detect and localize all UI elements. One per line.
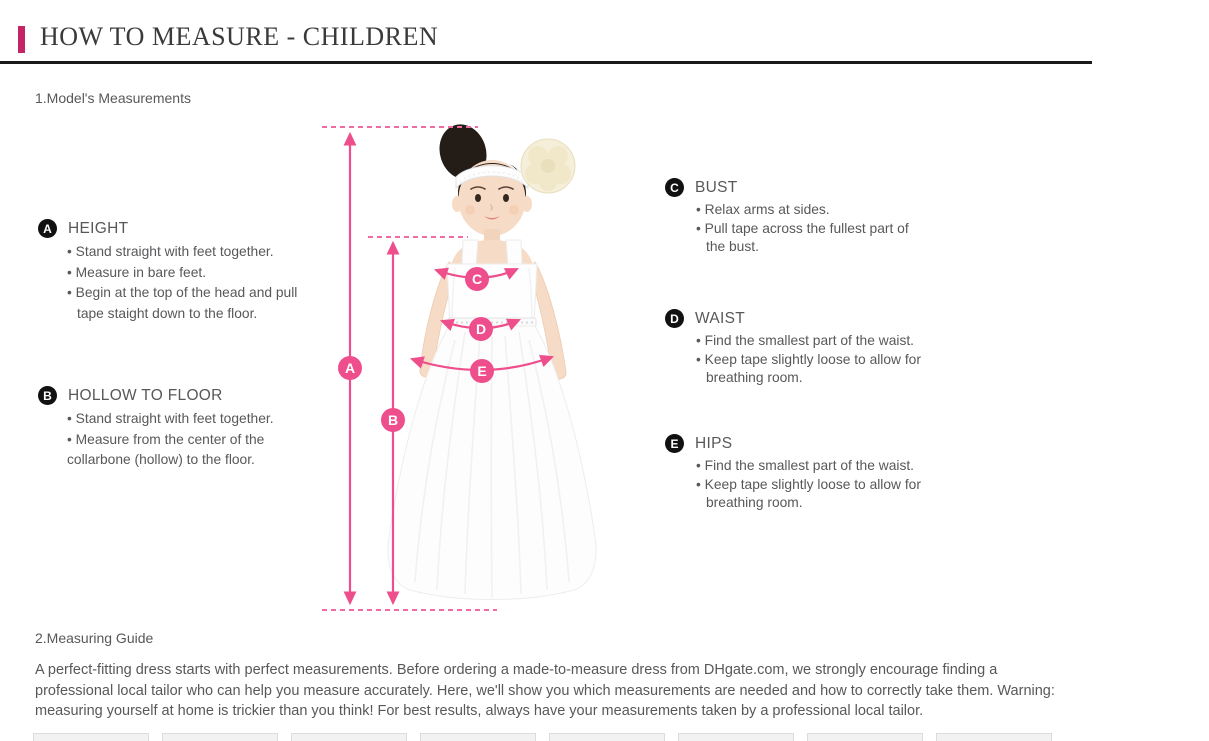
instruction-line: breathing room. bbox=[706, 495, 803, 511]
svg-text:D: D bbox=[475, 321, 487, 337]
size-table-header-cell bbox=[420, 733, 536, 741]
size-table-header-cell bbox=[162, 733, 278, 741]
instruction-line: • Begin at the top of the head and pull bbox=[67, 285, 298, 300]
title-divider bbox=[0, 61, 1092, 64]
page-title: HOW TO MEASURE - CHILDREN bbox=[40, 22, 439, 51]
instruction-line: the bust. bbox=[706, 239, 759, 255]
section-measuring-guide-label: 2.Measuring Guide bbox=[35, 630, 154, 646]
instruction-line: • Measure in bare feet. bbox=[67, 264, 207, 280]
label-c-badge: C bbox=[665, 178, 684, 197]
svg-text:B: B bbox=[387, 412, 399, 428]
label-b-badge: B bbox=[38, 386, 57, 405]
measurement-title: HEIGHT bbox=[68, 219, 129, 237]
measuring-guide-paragraph: A perfect-fitting dress starts with perfect measurements. Before ordering a made-to-measure dress from DHgate.com, we strongly encourage finding a professional local tailor who can help you measure accurately. Here, we'll show you which measurements are needed and how to correctly take them. Warning: measuring yourself at home is trickier than you think! For best results, always have your measurements taken by a professional local tailor. bbox=[35, 662, 1055, 719]
title-accent-bar bbox=[18, 26, 25, 53]
size-table-header-row bbox=[33, 733, 1052, 741]
section-model-measurements-label: 1.Model's Measurements bbox=[35, 90, 191, 106]
size-table-header-cell bbox=[33, 733, 149, 741]
size-table-header-cell bbox=[291, 733, 407, 741]
size-table-header-cell bbox=[549, 733, 665, 741]
size-table-header-cell bbox=[936, 733, 1052, 741]
size-table-header-cell bbox=[678, 733, 794, 741]
instruction-line: • Keep tape slightly loose to allow for bbox=[696, 476, 921, 492]
label-d-badge: D bbox=[665, 309, 684, 328]
label-e-badge: E bbox=[665, 434, 684, 453]
svg-text:C: C bbox=[471, 271, 483, 287]
instruction-line: • Measure from the center of the bbox=[67, 431, 265, 447]
child-model-illustration bbox=[388, 118, 596, 599]
measurement-block-waist bbox=[665, 309, 930, 388]
measurement-title: HIPS bbox=[695, 434, 733, 452]
measurement-title: WAIST bbox=[695, 309, 746, 327]
instruction-line: tape staight down to the floor. bbox=[77, 305, 258, 321]
measurement-block-bust bbox=[665, 178, 930, 257]
instruction-line: • Pull tape across the fullest part of bbox=[696, 220, 909, 236]
svg-text:A: A bbox=[344, 360, 356, 376]
svg-text:E: E bbox=[477, 363, 487, 379]
measurement-block-hollow-to-floor bbox=[38, 386, 323, 471]
size-table-header-cell bbox=[807, 733, 923, 741]
instruction-line: • Stand straight with feet together. bbox=[67, 411, 274, 426]
measurement-title: HOLLOW TO FLOOR bbox=[68, 386, 223, 404]
instruction-line: • Keep tape slightly loose to allow for bbox=[696, 351, 921, 367]
measurement-block-height bbox=[38, 219, 323, 324]
measurement-block-hips bbox=[665, 434, 930, 513]
instruction-line: • Find the smallest part of the waist. bbox=[696, 458, 915, 473]
instruction-line: breathing room. bbox=[706, 370, 803, 386]
label-a-badge: A bbox=[38, 219, 57, 238]
measurement-diagram bbox=[295, 112, 635, 627]
measurement-title: BUST bbox=[695, 178, 738, 196]
instruction-line: • Relax arms at sides. bbox=[696, 202, 830, 217]
instruction-line: • Find the smallest part of the waist. bbox=[696, 333, 915, 348]
flower-accessory bbox=[521, 139, 575, 193]
instruction-line: • Stand straight with feet together. bbox=[67, 244, 274, 259]
instruction-line: collarbone (hollow) to the floor. bbox=[67, 452, 255, 467]
